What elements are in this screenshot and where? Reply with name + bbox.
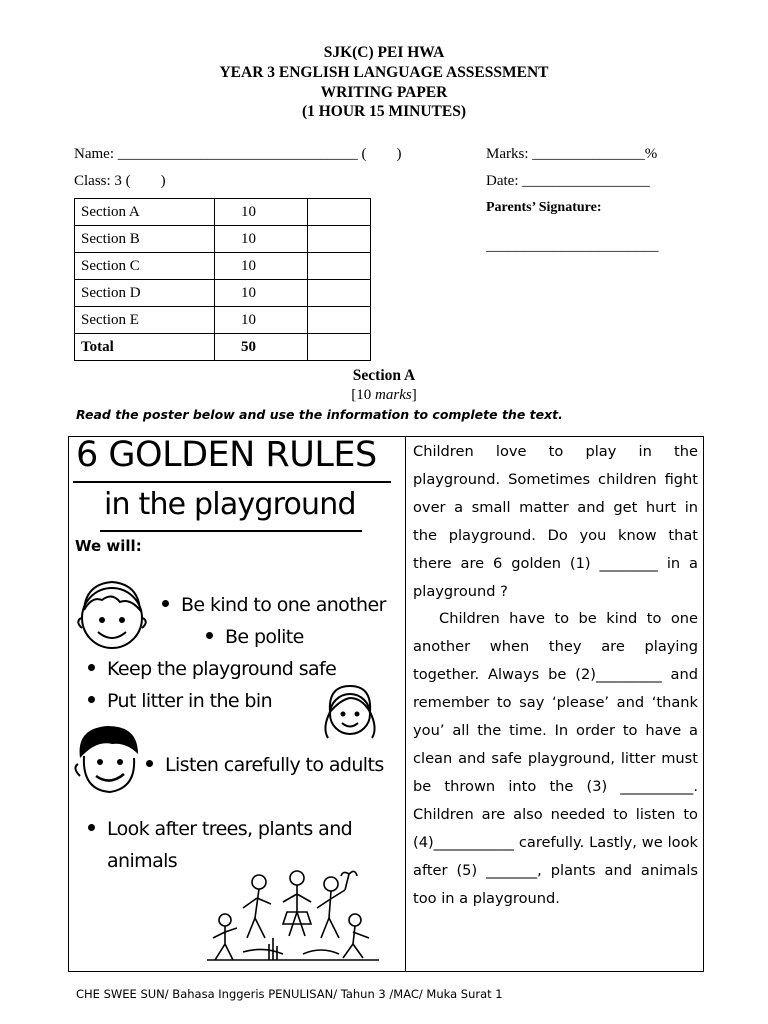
name-field: Name: ________________________________ ( ) xyxy=(74,146,402,162)
bullet-icon xyxy=(146,760,153,767)
class-field: Class: 3 ( ) xyxy=(74,173,166,189)
signature-label: Parents’ Signature: xyxy=(486,200,602,215)
total-label: Total xyxy=(75,334,215,361)
poster-subtitle: in the playground xyxy=(104,487,356,522)
duration: (1 HOUR 15 MINUTES) xyxy=(301,103,467,120)
score-cell xyxy=(308,226,371,253)
section-marks: [10 marks] xyxy=(351,387,417,403)
score-cell xyxy=(308,199,371,226)
total-marks: 50 xyxy=(215,334,308,361)
rule-item: Be kind to one another xyxy=(162,594,386,616)
rule-item: animals xyxy=(107,850,178,872)
table-row xyxy=(75,226,371,253)
page-footer: CHE SWEE SUN/ Bahasa Inggeris PENULISAN/ Tahun 3 /MAC/ Muka Surat 1 xyxy=(76,987,503,1001)
passage-paragraph-2: Children have to be kind to one another when they are playing together. Always be (2)_________ and remember to say ‘please’ and ‘thank you’ all the time. In order to have a clean and safe playground, litter must be thrown into the (3) __________. Children are also needed to listen to (4)___________ carefully. Lastly, we look after (5) _______, plants and animals too in a playground. xyxy=(413,610,698,907)
section-cell: Section D xyxy=(75,280,215,307)
bullet-icon xyxy=(206,632,213,639)
rule-item: Listen carefully to adults xyxy=(146,754,384,776)
children-gardening-icon xyxy=(203,868,383,964)
score-cell xyxy=(308,253,371,280)
section-cell: Section B xyxy=(75,226,215,253)
table-row xyxy=(75,199,371,226)
score-cell xyxy=(308,334,371,361)
rule-item: Put litter in the bin xyxy=(88,690,272,712)
passage-text xyxy=(413,438,698,912)
marks-cell: 10 xyxy=(215,253,308,280)
column-divider xyxy=(405,436,406,972)
section-cell: Section A xyxy=(75,199,215,226)
section-title: Section A xyxy=(352,367,416,384)
title-underline xyxy=(73,481,391,483)
passage-paragraph-1: Children love to play in the playground. Sometimes children fight over a small matter and get hurt in the playground. Do you know that there are 6 golden (1) ________ in a playground ? xyxy=(413,443,698,600)
signature-line: _______________________ xyxy=(486,238,659,254)
school-name: SJK(C) PEI HWA xyxy=(323,44,445,61)
marks-table xyxy=(74,198,371,361)
table-row xyxy=(75,253,371,280)
date-field: Date: _________________ xyxy=(486,173,650,189)
section-cell: Section C xyxy=(75,253,215,280)
table-row xyxy=(75,280,371,307)
table-row-total xyxy=(75,334,371,361)
poster-title: 6 GOLDEN RULES xyxy=(76,435,377,475)
paper-title: WRITING PAPER xyxy=(320,84,448,101)
marks-field: Marks: _______________% xyxy=(486,146,658,162)
marks-cell: 10 xyxy=(215,226,308,253)
rule-item: Keep the playground safe xyxy=(88,658,336,680)
girl-face-icon xyxy=(318,678,382,744)
section-cell: Section E xyxy=(75,307,215,334)
score-cell xyxy=(308,307,371,334)
marks-cell: 10 xyxy=(215,307,308,334)
bullet-icon xyxy=(88,696,95,703)
marks-cell: 10 xyxy=(215,199,308,226)
bullet-icon xyxy=(88,664,95,671)
assessment-title: YEAR 3 ENGLISH LANGUAGE ASSESSMENT xyxy=(219,64,549,81)
instruction: Read the poster below and use the information to complete the text. xyxy=(76,407,563,422)
marks-cell: 10 xyxy=(215,280,308,307)
bullet-icon xyxy=(88,824,95,831)
rule-item: Look after trees, plants and xyxy=(88,818,352,840)
smiling-boy-icon xyxy=(72,720,144,800)
bullet-icon xyxy=(162,600,169,607)
table-row xyxy=(75,307,371,334)
score-cell xyxy=(308,280,371,307)
rule-item: Be polite xyxy=(206,626,304,648)
we-will-label: We will: xyxy=(75,537,142,555)
subtitle-underline xyxy=(100,530,362,532)
boy-face-icon xyxy=(72,574,152,654)
